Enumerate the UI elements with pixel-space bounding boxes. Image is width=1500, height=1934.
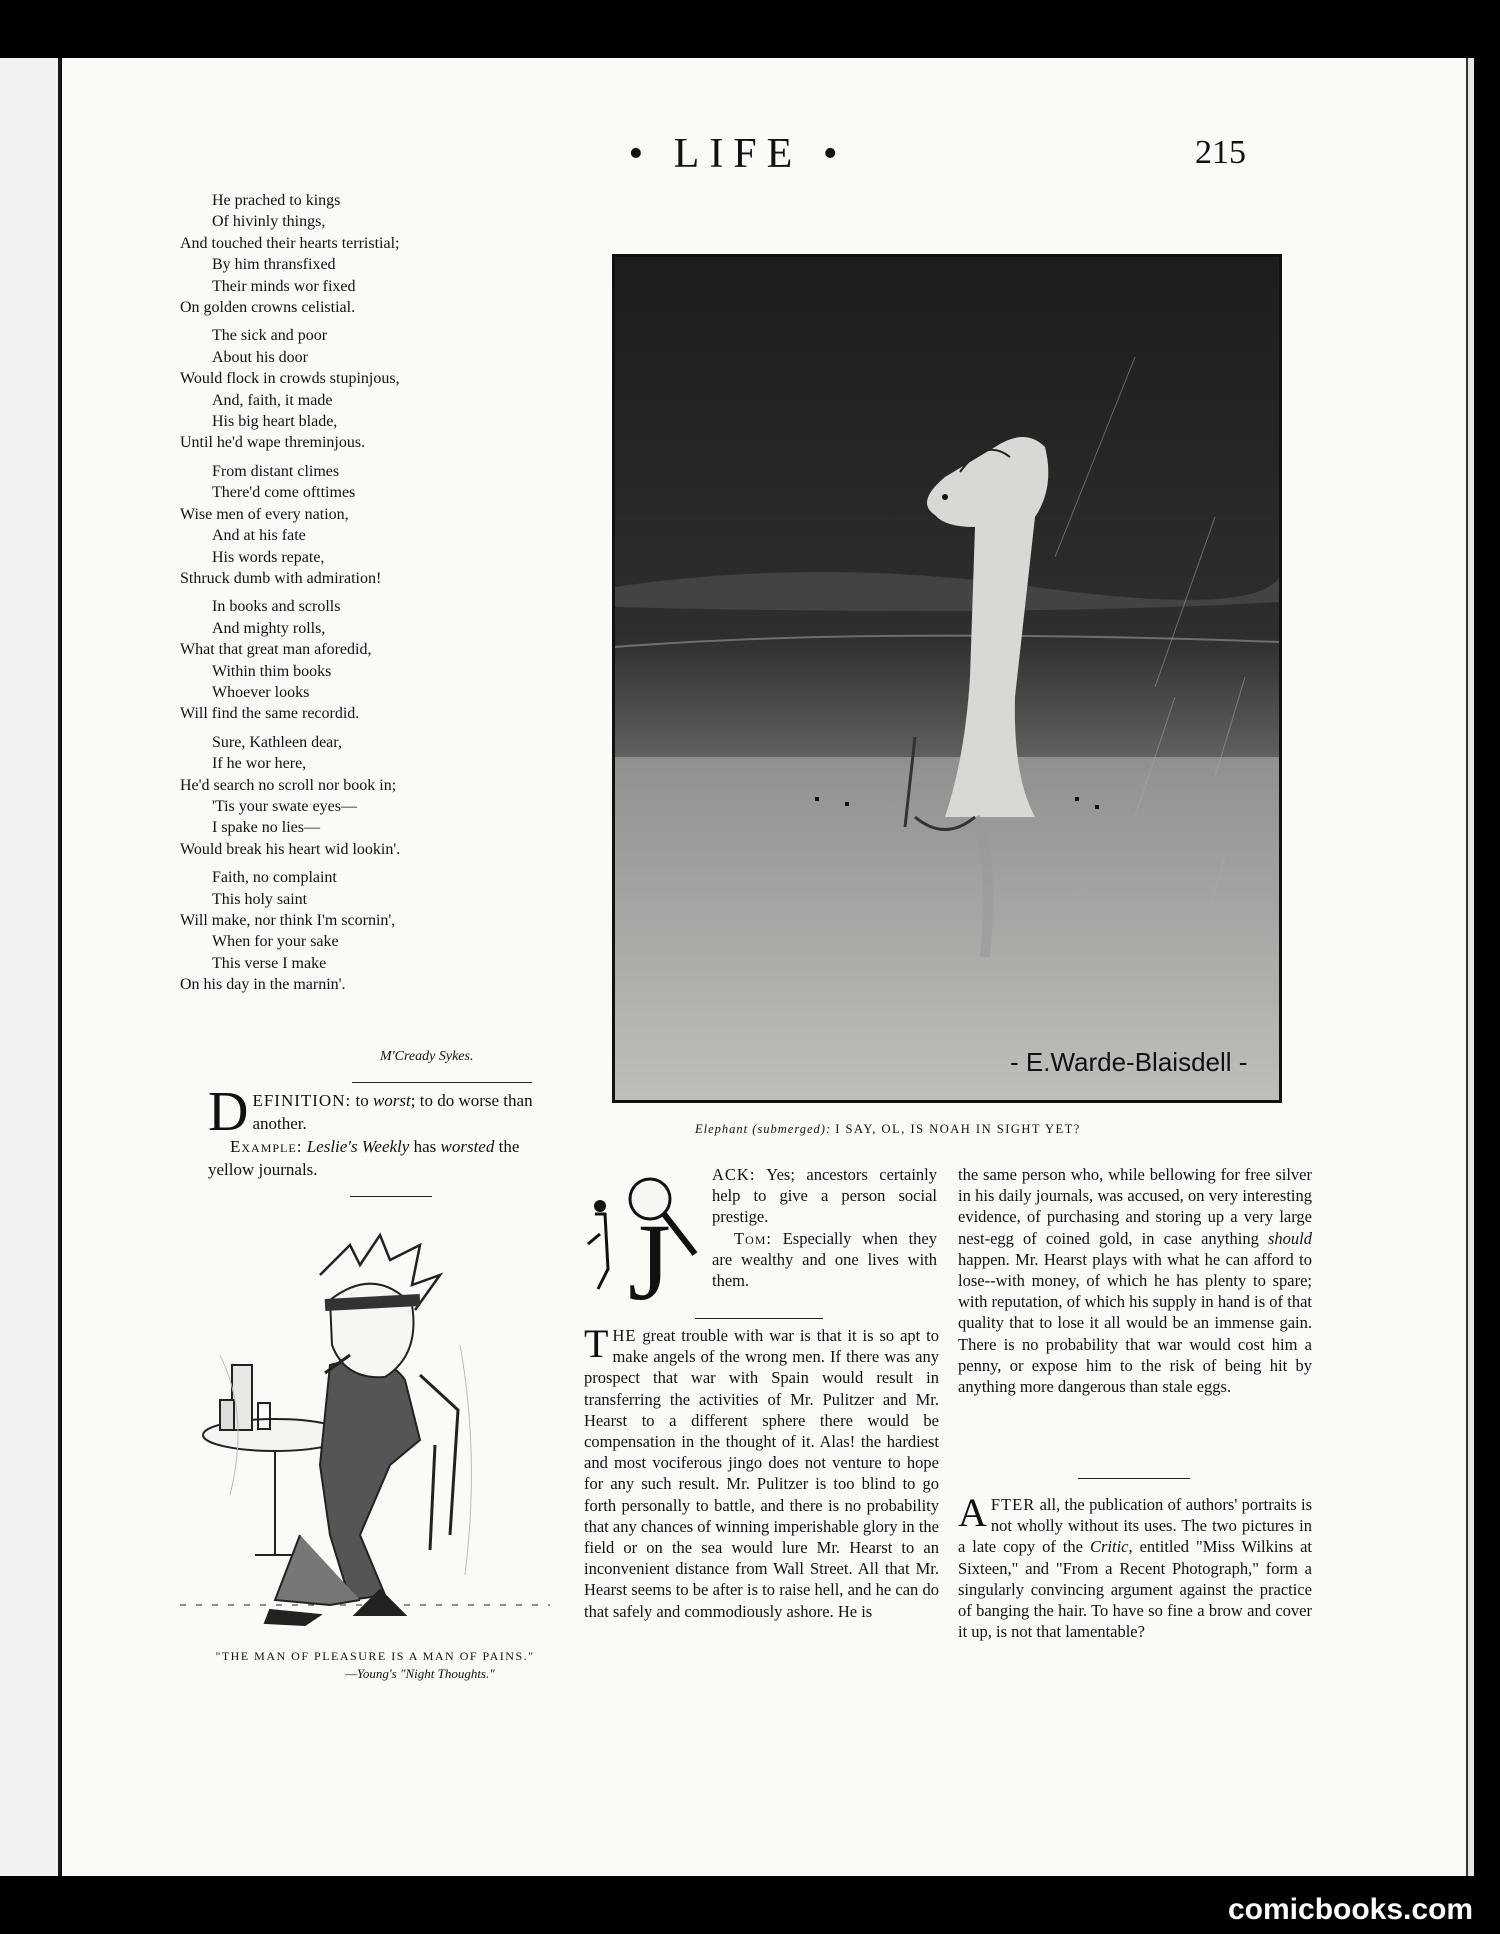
- page-edge: [1466, 58, 1474, 1876]
- drop-cap: T: [584, 1321, 609, 1366]
- poem-line: Will find the same recordid.: [180, 705, 360, 723]
- after-all-paragraph: [958, 1490, 1312, 1642]
- paragraph-text: great trouble with war is that it is so apt to make angels of the wrong men. If there was any prospect that war with Spain would result in transferring the activities of Mr. Pulitzer and Mr. Hearst to a different sphere there would be compensation in the thought of it. Alas! the hardiest and most vociferous jingo does not venture to hope for any such result. Mr. Pulitzer is too blind to go forth personally to battle, and there is no probability that any chances of winning imperishable glory in the field or on the sea would lure Mr. Hearst to an inconvenient distance from Wall Street. All that Mr. Hearst seems to be after is to raise hell, and he can do that safely and commodiously ashore. He is: [584, 1326, 939, 1621]
- poem-stanza: [180, 596, 580, 724]
- divider: [1078, 1478, 1190, 1479]
- poem-line: And at his fate: [212, 527, 306, 545]
- poem-line: I spake no lies—: [212, 819, 320, 837]
- example-text: has: [409, 1137, 441, 1156]
- poem-line: By him thransfixed: [212, 256, 336, 274]
- jack-text: [712, 1164, 937, 1291]
- poem-line: His big heart blade,: [212, 413, 338, 431]
- page-number: 215: [1195, 134, 1246, 171]
- poem-line: The sick and poor: [212, 327, 328, 345]
- poem-stanza: [180, 190, 580, 318]
- poem-line: On his day in the marnin'.: [180, 976, 346, 994]
- speaker-label: Tom:: [734, 1228, 772, 1248]
- paragraph-text: , entitled "Miss Wilkins at Sixteen," and "From a Recent Photograph," form a singularly convincing argument against the practice of banging the hair. To have so fine a brow and cover it up, is not that lamentable?: [958, 1537, 1312, 1642]
- poem-line: He'd search no scroll nor book in;: [180, 776, 397, 794]
- poem-stanza: [180, 732, 580, 860]
- divider: [695, 1318, 823, 1319]
- poem-line: This holy saint: [212, 890, 308, 908]
- poem-line: Sthruck dumb with admiration!: [180, 569, 382, 587]
- divider: [350, 1196, 432, 1197]
- poem-line: When for your sake: [212, 933, 339, 951]
- elephant-caption: [695, 1122, 1255, 1137]
- man-of-pleasure-cartoon: [180, 1205, 550, 1635]
- drop-cap-letter: J: [628, 1201, 671, 1304]
- lead-word: FTER: [990, 1495, 1036, 1514]
- poem-signature: M'Cready Sykes.: [380, 1049, 474, 1064]
- definition-paragraph: [208, 1081, 568, 1181]
- poem-line: Their minds wor fixed: [212, 277, 356, 295]
- paragraph-text: all, the publication of authors' portraits is not wholly without its uses. The two pictures in a late copy of the: [958, 1495, 1312, 1557]
- poem-line: In books and scrolls: [212, 598, 341, 616]
- poem-stanza: [180, 325, 580, 453]
- poem-line: And mighty rolls,: [212, 619, 326, 637]
- artist-signature: - E.Warde-Blaisdell -: [1010, 1047, 1248, 1077]
- poem-line: This verse I make: [212, 954, 327, 972]
- elephant-illustration: [612, 254, 1282, 1103]
- poem-line: Whoever looks: [212, 683, 310, 701]
- poem-line: Would flock in crowds stupinjous,: [180, 370, 400, 388]
- poem-line: Within thim books: [212, 662, 332, 680]
- poem: [180, 190, 580, 1003]
- poem-line: What that great man aforedid,: [180, 641, 372, 659]
- lead-word: HE: [612, 1326, 637, 1345]
- paragraph-text: happen. Mr. Hearst plays with what he can afford to lose--with money, of which he has plenty to spare; with reputation, of which his supply in hand is of that quality that to lose it all would be an immense gain. There is no probability that war would cost him a penny, or expose him to the risk of being hit by anything more dangerous than stale eggs.: [958, 1249, 1312, 1397]
- example-text: the yellow journals.: [208, 1137, 520, 1179]
- dialogue-line: Yes; ancestors certainly help to give a person social prestige.: [712, 1165, 937, 1227]
- caption-source: —Young's "Night Thoughts.": [345, 1666, 495, 1681]
- drop-cap-magnifier-illustration: [580, 1174, 708, 1304]
- divider: [352, 1082, 532, 1083]
- publication-name: Leslie's Weekly: [306, 1137, 410, 1156]
- masthead-title: • LIFE •: [628, 131, 848, 177]
- poem-line: On golden crowns celistial.: [180, 299, 356, 317]
- poem-line: His words repate,: [212, 548, 325, 566]
- dialogue-line: Especially when they are wealthy and one lives with them.: [712, 1228, 937, 1291]
- poem-line: Sure, Kathleen dear,: [212, 733, 342, 751]
- caption-quote: "THE MAN OF PLEASURE IS A MAN OF PAINS.": [215, 1649, 535, 1663]
- poem-line: He prached to kings: [212, 192, 341, 209]
- poem-line: And, faith, it made: [212, 391, 333, 409]
- poem-line: Will make, nor think I'm scornin',: [180, 912, 396, 929]
- publication-name: Critic: [1089, 1537, 1129, 1557]
- paragraph-text: the same person who, while bellowing for free silver in his daily journals, was accused, on very interesting evidence, of purchasing and storing up a very large nest-egg of coined gold, in case anything: [958, 1165, 1312, 1248]
- poem-stanza: [180, 461, 580, 589]
- poem-line: Until he'd wape threminjous.: [180, 434, 366, 452]
- poem-line: There'd come ofttimes: [212, 484, 356, 502]
- example-word: worsted: [440, 1137, 495, 1156]
- poem-line: 'Tis your swate eyes—: [212, 797, 357, 815]
- poem-line: Would break his heart wid lookin'.: [180, 840, 401, 858]
- drop-cap: D: [208, 1081, 249, 1143]
- poem-line: Of hivinly things,: [212, 213, 326, 231]
- speaker-label: ACK:: [712, 1165, 756, 1184]
- facing-page-edge: [0, 58, 61, 1876]
- definition-head: EFINITION:: [252, 1091, 352, 1110]
- caption-speaker: Elephant (submerged):: [695, 1122, 832, 1136]
- jack-tom-dialogue: [580, 1164, 940, 1314]
- poem-stanza: [180, 867, 580, 995]
- war-paragraph: [584, 1321, 939, 1622]
- definition-text: ; to do worse than another.: [252, 1091, 533, 1133]
- emphasis: should: [1267, 1228, 1312, 1248]
- definition-word: worst: [372, 1091, 411, 1110]
- poem-line: And touched their hearts terristial;: [180, 234, 400, 252]
- definition-text: to: [351, 1091, 373, 1110]
- watermark: comicbooks.com: [1228, 1893, 1474, 1926]
- drop-cap: A: [958, 1490, 987, 1535]
- poem-line: Wise men of every nation,: [180, 505, 349, 523]
- caption-text: I SAY, OL, IS NOAH IN SIGHT YET?: [835, 1122, 1081, 1136]
- poem-line: If he wor here,: [212, 755, 307, 773]
- flood-scene: [615, 257, 1279, 1100]
- cartoon-caption: [195, 1648, 555, 1682]
- hearst-paragraph: [958, 1164, 1312, 1397]
- example-label: Example:: [230, 1137, 303, 1156]
- poem-line: About his door: [212, 348, 308, 366]
- poem-line: From distant climes: [212, 462, 340, 480]
- poem-line: Faith, no complaint: [212, 869, 337, 887]
